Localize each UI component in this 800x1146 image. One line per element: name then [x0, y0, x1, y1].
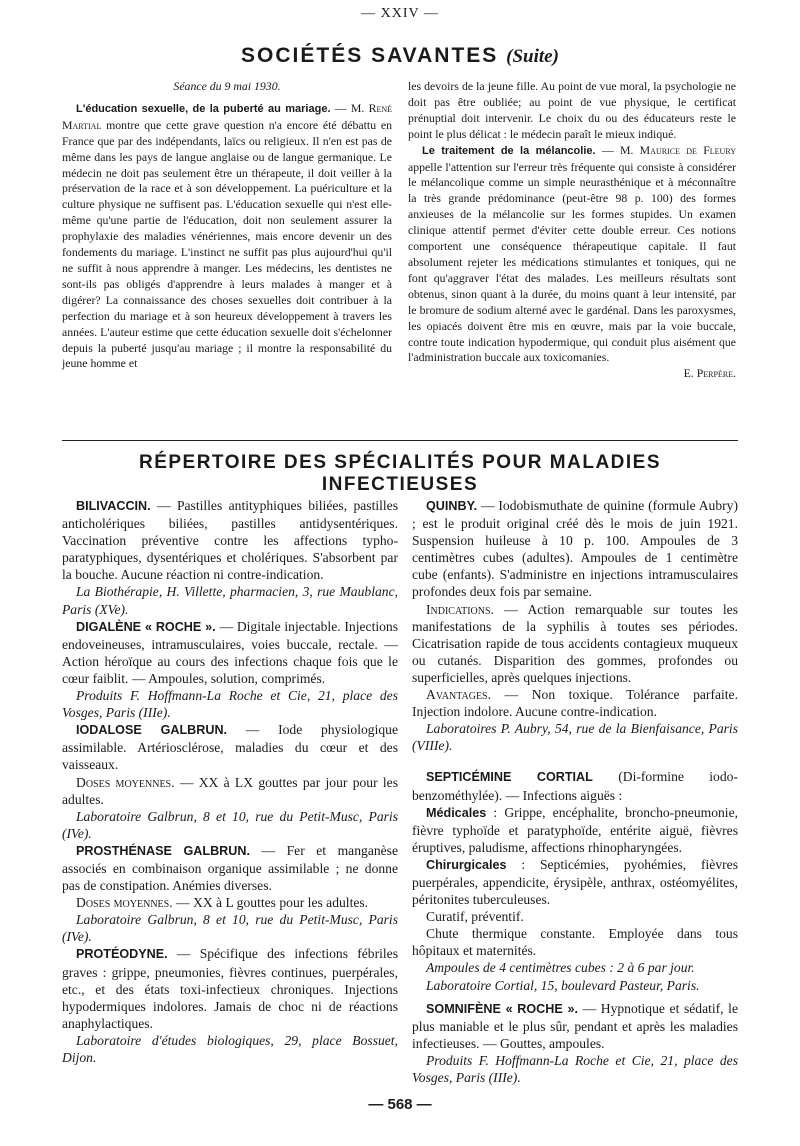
entry-doses — [62, 774, 398, 808]
entry-doses — [62, 894, 398, 911]
entry-name: SOMNIFÈNE « ROCHE ». — [426, 1001, 578, 1016]
chirurgicales-label: Chirurgicales — [426, 857, 507, 872]
entry-lab: Produits F. Hoffmann-La Roche et Cie, 21, place des Vosges, Paris (IIIe). — [412, 1052, 738, 1085]
entry-curatif: Curatif, préventif. — [426, 909, 524, 925]
avantages-text: — Non toxique. Tolérance parfaite. Injection indolore. Aucune contre-indication. — [412, 687, 738, 720]
repertoire-title-line1: RÉPERTOIRE DES SPÉCIALITÉS POUR MALADIES — [138, 452, 662, 473]
repertoire-column-right — [412, 497, 738, 1086]
signature: E. Perpère. — [683, 366, 736, 381]
entry-digalene — [62, 618, 398, 687]
entry-text: — Fer et manganèse associés en combinaison organique assimilable ; ne donne pas de constipation. Anémies diverses. — [62, 842, 399, 894]
repertoire-title-line2: INFECTIEUSES — [321, 474, 479, 495]
avantages-label: Avantages. — [426, 687, 492, 703]
entry-name: PROTÉODYNE. — [76, 947, 168, 962]
chirurgicales-text: : Septicémies, pyohémies, fièvres puerpérales, appendicite, érysipèle, anthrax, ostéomyélites, péritonites tuberculeuses. — [412, 856, 738, 908]
doses-label: Doses moyennes. — [76, 895, 173, 911]
entry-lab: La Biothérapie, H. Villette, pharmacien, 3, rue Maublanc, Paris (XVe). — [62, 584, 398, 617]
doses-label: Doses moyennes. — [76, 774, 175, 790]
session-date: Séance du 9 mai 1930. — [173, 79, 281, 93]
article-title: Le traitement de la mélancolie. — [422, 144, 596, 157]
indications-label: Indications. — [426, 601, 494, 617]
doses-text: — XX à LX gouttes par jour pour les adultes. — [62, 774, 398, 807]
entry-name: IODALOSE GALBRUN. — [76, 723, 228, 738]
medicales-label: Médicales — [426, 805, 487, 820]
entry-text: — Pastilles antityphiques biliées, pastilles anticholériques biliées, pastilles antidysentériques. Vaccination préventive contre les affections typho-paratyphiques, dysentériques et cholériques. S'absorbent par la bouche. Aucune réaction ni contre-indication. — [62, 498, 398, 583]
article-body: montre que cette grave question n'a encore été débattu en France que par des indépendants, laïcs ou religieux. Il n'en est pas de même dans les pays de langue anglaise ou de langue germanique. Le médecin ne doit pas seulement être un thérapeute, il doit veiller à la préservation de la race et à son développement. La puériculture et la culture physique ne suffisent pas. L'éducation sexuelle qui n'est elle-même qu'une partie de l'éducation, doit non seulement assurer la prophylaxie des maladies vénériennes, mais encore devenir un des fondements du mariage. L'instinct ne suffit pas plus aujourd'hui qu'il ne suffit à nous apprendre à manger. Les médecins, les dentistes ne sont-ils pas obligés d'apprendre à leurs malades à manger et à digérer? La connaissance des choses sexuelles doit contribuer à la perfection du mariage et à son heureux développement à travers les années. L'auteur estime que cette éducation sexuelle doit s'échelonner depuis la puberté jusqu'au mariage ; il montre la responsabilité du jeune homme et — [62, 117, 392, 371]
entry-text: (Di-formine iodo-benzométhylée). — Infections aiguës : — [412, 769, 738, 803]
article-education-sexuelle: L'éducation sexuelle, de la puberté au mariage. — M. René Martial montre que cette grave question n'a encore été débattu en France que par des indépendants, laïcs ou religieux. Il n'en est pas de même dans les pays de langue anglaise ou de langue germanique. Le médecin ne doit pas seulement être un thérapeute, il doit veiller à la préservation de la race et à son développement. La puériculture et la culture physique ne suffisent pas. L'éducation sexuelle qui n'est elle-même qu'une partie de l'éducation, doit non seulement assurer la prophylaxie des maladies vénériennes, mais encore devenir un des fondements du mariage. L'instinct ne suffit pas plus aujourd'hui qu'il ne suffit à nous apprendre à manger. Les médecins, les dentistes ne sont-ils pas obligés d'apprendre à leurs malades à manger et à digérer? La connaissance des choses sexuelles doit contribuer à la perfection du mariage et à son heureux développement à travers les années. L'auteur estime que cette éducation sexuelle doit s'échelonner depuis la puberté jusqu'au mariage ; il montre la responsabilité du jeune homme et — [62, 100, 392, 371]
entry-text: — Iodobismuthate de quinine (formule Aubry) ; est le produit original créé dès le mois de juin 1921. Suspension huileuse à 10 p. 100. Ampoules de 3 centimètres cubes (adultes). Ampoules de 1 centimètre cube (enfants). S'administre en injections intramusculaires profondes deux fois par semaine. — [412, 498, 738, 600]
indications-text: — Action remarquable sur toutes les manifestations de la syphilis à toutes ses périodes. Cicatrisation rapide de tous accidents contagieux muqueux ou cutanés. Disparition des gommes, profondes ou superficielles, après quelques injections. — [412, 601, 738, 685]
entry-lab: Laboratoire Galbrun, 8 et 10, rue du Petit-Musc, Paris (IVe). — [62, 808, 398, 841]
entry-name: DIGALÈNE « ROCHE ». — [76, 619, 216, 634]
article-author: M. René Martial — [62, 100, 392, 132]
entry-lab: Laboratoire Galbrun, 8 et 10, rue du Petit-Musc, Paris (IVe). — [62, 912, 398, 945]
section-title-suite: (Suite) — [506, 46, 559, 67]
entry-name: QUINBY. — [426, 499, 478, 513]
entry-septicemine — [412, 768, 738, 803]
entry-avantages — [412, 686, 738, 720]
entry-lab: Laboratoires P. Aubry, 54, rue de la Bienfaisance, Paris (VIIIe). — [412, 721, 738, 754]
entry-lab: Produits F. Hoffmann-La Roche et Cie, 21, place des Vosges, Paris (IIIe). — [62, 688, 398, 721]
entry-bilivaccin — [62, 497, 398, 583]
entry-text: — Iode physiologique assimilable. Artériosclérose, maladies du cœur et des vaisseaux. — [62, 722, 398, 773]
repertoire-column-left — [62, 497, 398, 1066]
medicales-text: : Grippe, encéphalite, broncho-pneumonie, fièvre typhoïde et paratyphoïde, entérite aiguë, fièvres éruptives, paludisme, affections rhinopharyngées. — [412, 804, 739, 855]
doses-text: — XX à L gouttes pour les adultes. — [176, 895, 369, 911]
entry-prosthenase — [62, 842, 398, 894]
section-divider — [62, 440, 738, 441]
repertoire-title — [62, 452, 738, 496]
entry-name: BILIVACCIN. — [76, 499, 151, 513]
entry-dose: Ampoules de 4 centimètres cubes : 2 à 6 par jour. — [426, 960, 695, 976]
entry-iodalose — [62, 721, 398, 773]
entry-text: — Spécifique des infections fébriles graves : grippe, pneumonies, fièvres continues, puerpérales, etc., et des états toxi-infectieux chroniques. Injections hypodermiques indolores. Jamais de choc ni de réactions anaphylactiques. — [62, 946, 399, 1031]
entry-quinby — [412, 497, 738, 601]
section-title-text: SOCIÉTÉS SAVANTES — [241, 44, 499, 67]
article-continuation: les devoirs de la jeune fille. Au point de vue moral, la psychologie ne doit pas être oubliée; au point de vue physique, le certificat prénuptial doit intervenir. Le choix du ou des éducateurs reste le point le plus délicat : le médecin paraît le mieux indiqué. — [408, 79, 736, 141]
entry-medicales — [412, 804, 738, 856]
entry-lab: Laboratoire d'études biologiques, 29, place Bossuet, Dijon. — [62, 1032, 398, 1065]
roman-page-number: — XXIV — — [361, 6, 439, 21]
entry-chute: Chute thermique constante. Employée dans tous hôpitaux et maternités. — [412, 926, 738, 959]
article-author: M. Maurice de Fleury — [619, 142, 736, 157]
entry-text: — Digitale injectable. Injections endoveineuses, intramusculaires, voies buccale, rectale. — Action héroïque au cours des infections chaque fois que le cœur faiblit. — Ampoules, solution, comprimés. — [62, 618, 399, 686]
entry-text: — Hypnotique et sédatif, le plus maniable et le plus sûr, pendant et après les maladies infectieuses. — Gouttes, ampoules. — [412, 1000, 738, 1051]
entry-name: SEPTICÉMINE CORTIAL — [426, 770, 593, 785]
entry-chirurgicales — [412, 856, 738, 908]
article-title: L'éducation sexuelle, de la puberté au mariage. — [76, 102, 331, 115]
entry-indications — [412, 601, 738, 686]
entry-proteodyne — [62, 945, 398, 1031]
article-melancolie: Le traitement de la mélancolie. — M. Maurice de Fleury appelle l'attention sur l'erreur très fréquente qui consiste à considérer le mélancolique comme un simple neurasthénique et à méconnaître la très grande prédominance (peut-être 98 p. 100) des formes anxieuses de la mélancolie sur les formes stupides. Un examen clinique attentif permet d'éviter cette double erreur. Ces notions comportent une conséquence thérapeutique capitale. Il faut absolument rejeter les médications stimulantes et toniques, qui ne font qu'aggraver l'état des malades. Les meilleurs résultats sont obtenus, sinon quant à la durée, du moins quant à leur intensité, par le bromure de sodium alterné avec le gardénal. Dans les paroxysmes, les opiacés doivent être mis en œuvre, mais par la voie buccale, contre toute indication hypodermique, qui conduit plus aisément que l'administration buccale aux toxicomanies. — [408, 142, 736, 365]
page-number: — 568 — — [368, 1096, 432, 1113]
entry-somnifene — [412, 1000, 738, 1052]
entry-lab: Laboratoire Cortial, 15, boulevard Pasteur, Paris. — [426, 977, 700, 993]
entry-name: PROSTHÉNASE GALBRUN. — [76, 843, 250, 858]
societes-column-right — [408, 79, 736, 382]
section-title — [0, 44, 800, 68]
societes-column-left — [62, 79, 392, 372]
article-body: appelle l'attention sur l'erreur très fréquente qui consiste à considérer le mélancolique comme un simple neurasthénique et à méconnaître la très grande prédominance (peut-être 98 p. 100) des formes anxieuses de la mélancolie sur les formes stupides. Un examen clinique attentif permet d'éviter cette double erreur. Ces notions comportent une conséquence thérapeutique capitale. Il faut absolument rejeter les médications stimulantes et toniques, qui ne font qu'aggraver l'état des malades. Les meilleurs résultats sont obtenus, sinon quant à la durée, du moins quant à leur intensité, par le bromure de sodium alterné avec le gardénal. Dans les paroxysmes, les opiacés doivent être mis en œuvre, mais par la voie buccale, contre toute indication hypodermique, qui conduit plus aisément que l'administration buccale aux toxicomanies. — [408, 159, 736, 365]
